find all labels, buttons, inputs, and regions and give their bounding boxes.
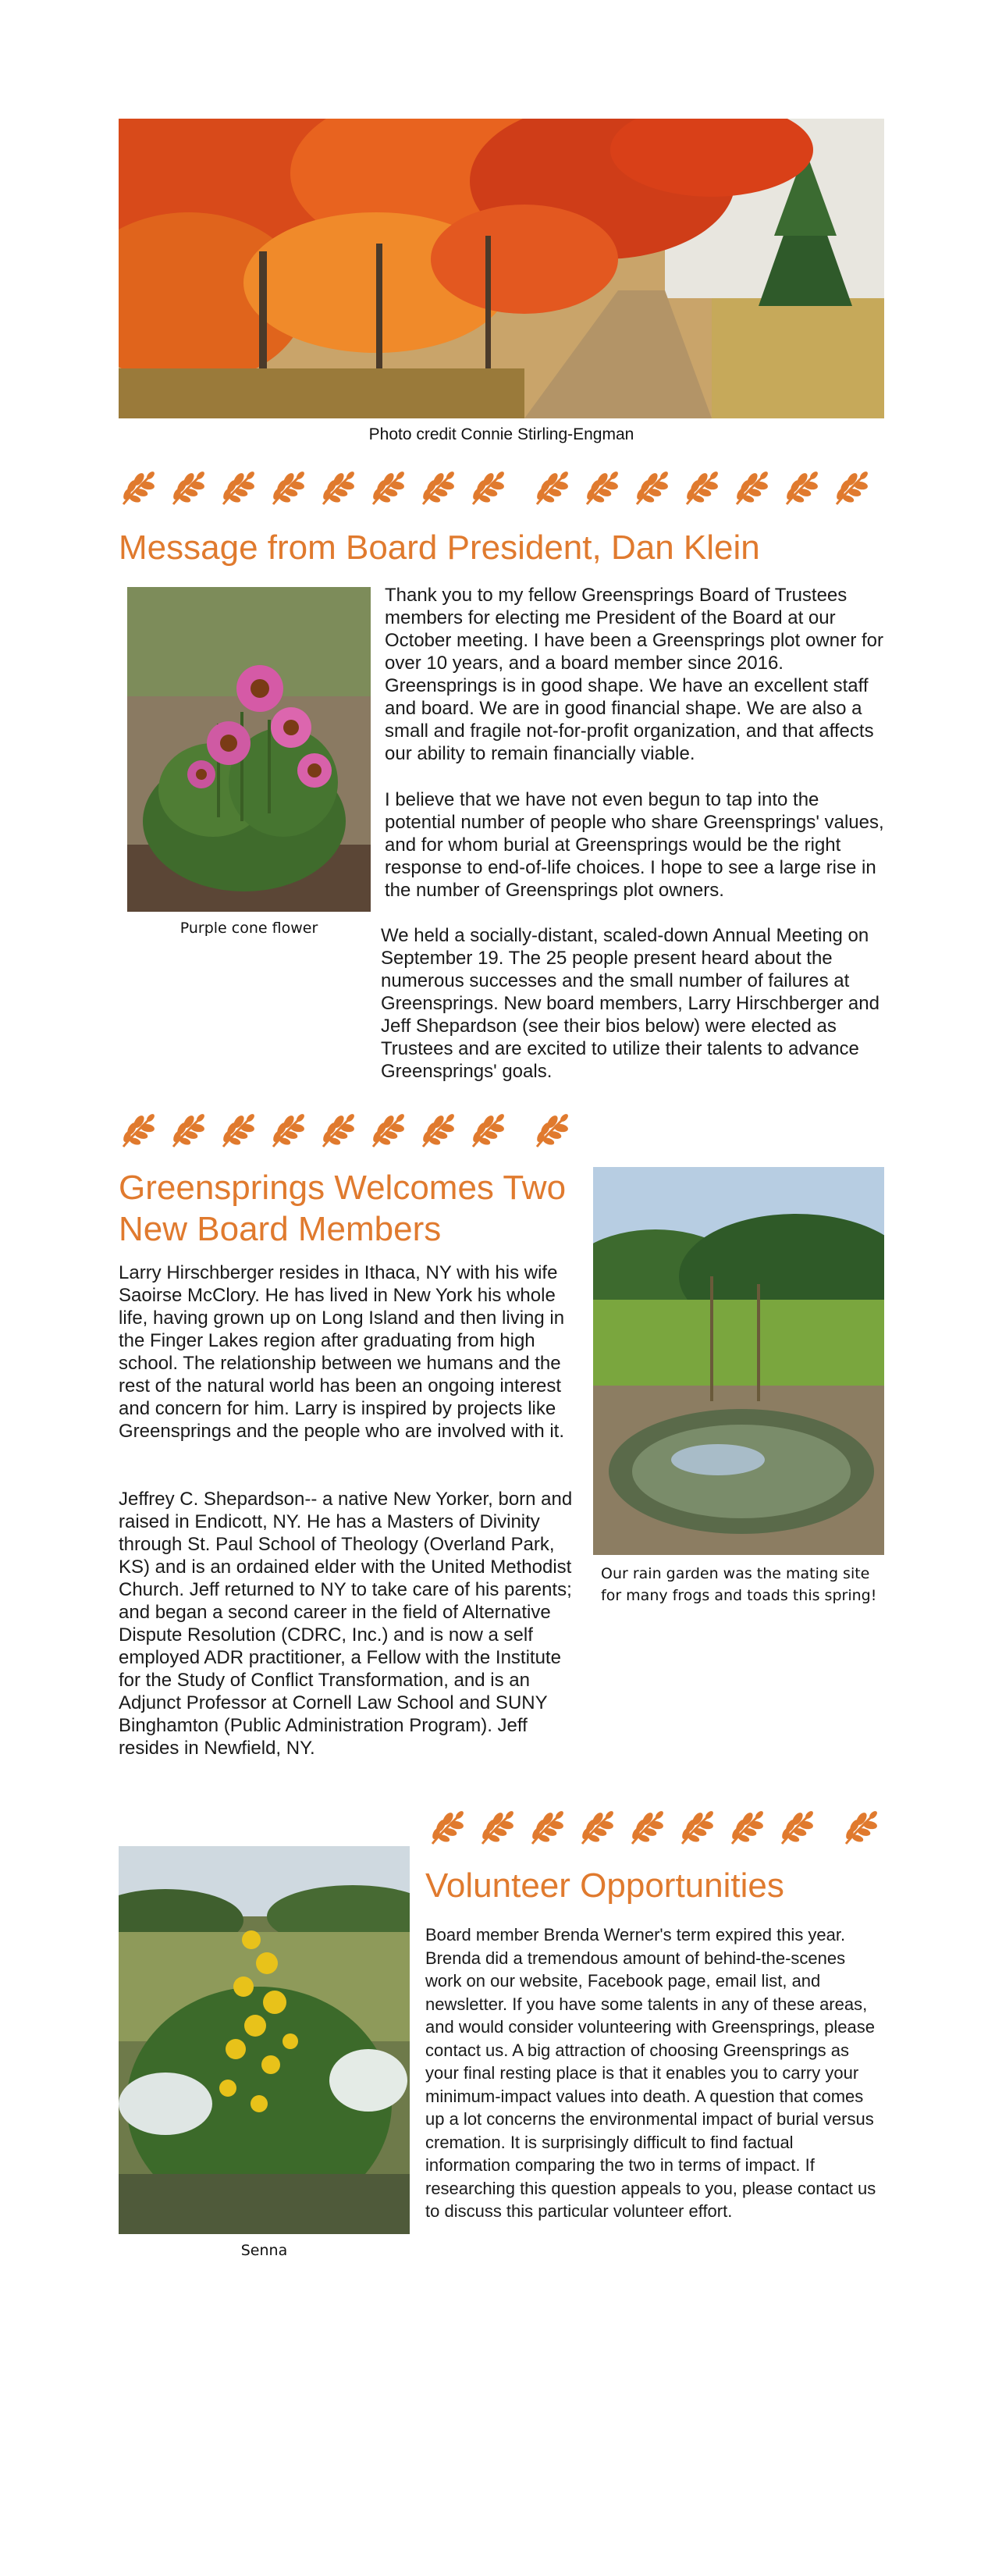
leaf-icon [478, 1808, 517, 1847]
leaf-icon [632, 468, 671, 507]
leaf-icon [169, 1111, 208, 1150]
leaf-icon [169, 468, 208, 507]
volunteer-paragraph: Board member Brenda Werner's term expired this year. Brenda did a tremendous amount of behind-the-scenes work on our website, Facebook page, email list, and newsletter. If you have some talents in any of these areas, and would consider volunteering with Greensprings, please contact us. A big attraction of choosing Greensprings as your final resting place is that it enables you to carry your minimum-impact values into death. A question that comes up a lot concerns the environmental impact of burial versus cremation. It is surprisingly difficult to find factual information comparing the two in terms of impact. If researching this question appeals to you, please contact us to discuss this particular volunteer effort. [425, 1925, 876, 2221]
leaf-icon [268, 468, 307, 507]
leaf-icon [219, 1111, 258, 1150]
rain-garden-caption: Our rain garden was the mating site for many frogs and toads this spring! [601, 1565, 877, 1604]
leaf-icon [627, 1808, 666, 1847]
leaf-icon [582, 468, 621, 507]
leaf-icon [777, 1808, 816, 1847]
leaf-icon [318, 1111, 357, 1150]
president-heading: Message from Board President, Dan Klein [119, 528, 760, 567]
welcome-heading: Greensprings Welcomes Two New Board Members [119, 1169, 567, 1248]
leaf-icon [119, 1111, 158, 1150]
volunteer-heading: Volunteer Opportunities [425, 1866, 784, 1905]
leaf-icon [368, 468, 407, 507]
leaf-icon [318, 468, 357, 507]
leaf-divider [119, 1111, 571, 1150]
hero-photo [119, 119, 884, 418]
leaf-icon [727, 1808, 766, 1847]
leaf-icon [528, 1808, 567, 1847]
leaf-divider [428, 1808, 880, 1847]
leaf-icon [832, 468, 871, 507]
leaf-icon [782, 468, 821, 507]
leaf-icon [418, 468, 457, 507]
leaf-icon [468, 468, 507, 507]
senna-photo [119, 1846, 410, 2234]
leaf-icon [532, 1111, 571, 1150]
senna-caption: Senna [240, 2242, 288, 2259]
president-paragraph-3: We held a socially-distant, scaled-down Annual Meeting on September 19. The 25 people present heard about the numerous successes and the small number of failures at Greensprings. New board members, Larry Hirschberger and Jeff Shepardson (see their bios below) were elected as Trustees and are excited to utilize their talents to advance Greensprings' goals. [381, 925, 880, 1082]
coneflower-caption: Purple cone flower [179, 920, 318, 937]
leaf-icon [268, 1111, 307, 1150]
welcome-paragraph-jeff: Jeffrey C. Shepardson-- a native New Yorker, born and raised in Endicott, NY. He has a Masters of Divinity through St. Paul School of Theology (Overland Park, KS) and is an ordained elder with the United Methodist Church. Jeff returned to NY to take care of his parents; and began a second career in the field of Alternative Dispute Resolution (CDRC, Inc.) and is now a self employed ADR practitioner, a Fellow with the Institute for the Study of Conflict Transformation, and is an Adjunct Professor at Cornell Law School and SUNY Binghamton (Public Administration Program). Jeff resides in Newfield, NY. [119, 1489, 573, 1759]
leaf-icon [119, 468, 158, 507]
welcome-paragraph-larry: Larry Hirschberger resides in Ithaca, NY with his wife Saoirse McClory. He has lived in New York his whole life, having grown up on Long Island and then living in the Finger Lakes region after graduating from high school. The relationship between we humans and the rest of the natural world has been an ongoing interest and concern for him. Larry is inspired by projects like Greensprings and the people who are involved with it. [119, 1262, 565, 1442]
leaf-icon [428, 1808, 467, 1847]
leaf-icon [682, 468, 721, 507]
leaf-icon [577, 1808, 617, 1847]
leaf-icon [677, 1808, 716, 1847]
leaf-icon [219, 468, 258, 507]
leaf-icon [468, 1111, 507, 1150]
leaf-divider [119, 468, 871, 507]
president-paragraph-2: I believe that we have not even begun to tap into the potential number of people who share Greensprings' values, and for whom burial at Greensprings would be the right response to end-of-life choices. I hope to see a large rise in the number of Greensprings plot owners. [385, 789, 884, 901]
leaf-icon [532, 468, 571, 507]
leaf-icon [368, 1111, 407, 1150]
coneflower-photo [127, 587, 371, 912]
hero-photo-credit: Photo credit Connie Stirling-Engman [368, 425, 634, 443]
leaf-icon [732, 468, 771, 507]
leaf-icon [841, 1808, 880, 1847]
rain-garden-photo [593, 1167, 884, 1555]
leaf-icon [418, 1111, 457, 1150]
president-paragraph-1: Thank you to my fellow Greensprings Board of Trustees members for electing me President of the Board at our October meeting. I have been a Greensprings plot owner for over 10 years, and a board member since 2016. Greensprings is in good shape. We have an excellent staff and board. We are in good financial shape. We are also a small and fragile not-for-profit organization, and that affects our ability to remain financially viable. [385, 585, 884, 764]
